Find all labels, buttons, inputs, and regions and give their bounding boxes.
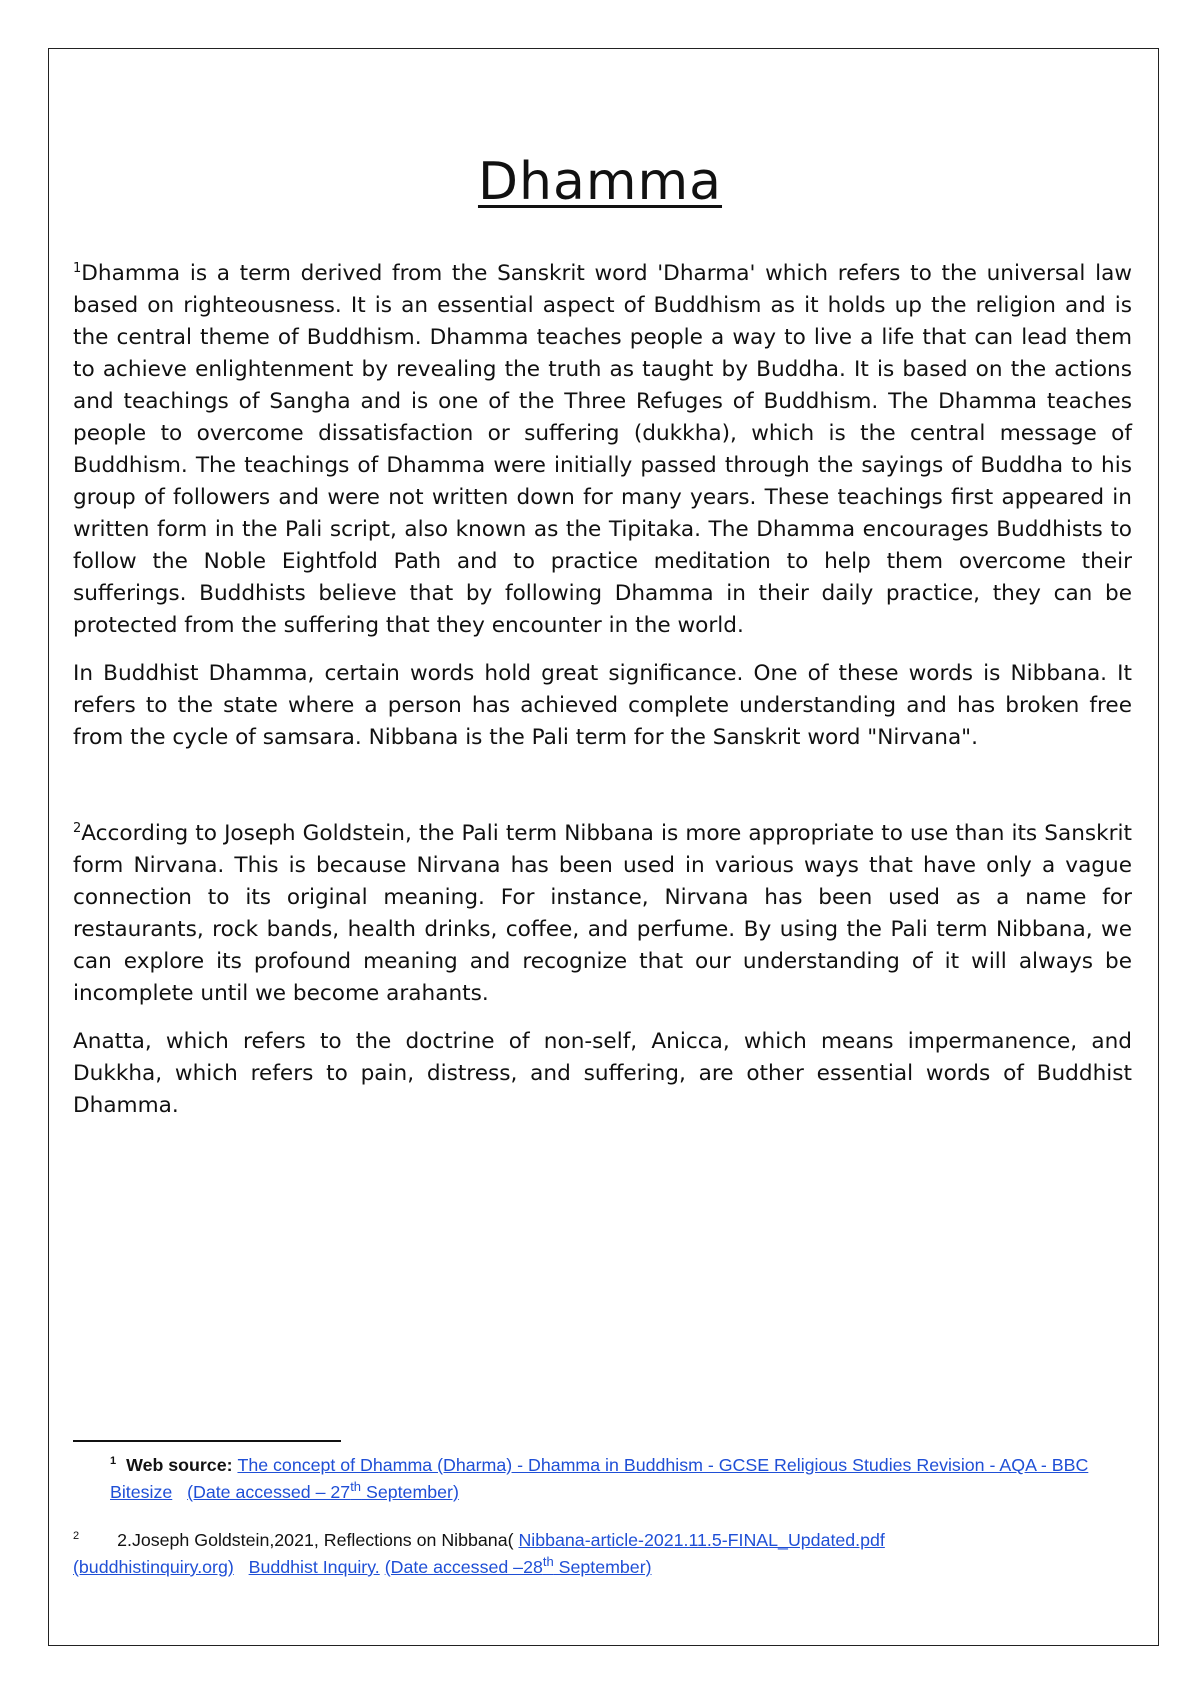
paragraph-text: Anatta, which refers to the doctrine of non-self, Anicca, which means impermanence, and Dukkha, which refers to pain, distress, and suffering, are other essential words of Buddhist Dhamma. [73,1029,1132,1118]
footnote-label: Web source: [126,1455,238,1475]
footnote-2-access-date[interactable] [384,1554,652,1577]
access-date-month: September) [553,1557,652,1577]
footnote-ref-2[interactable]: 2 [73,820,82,836]
footnote-prefix: 2.Joseph Goldstein,2021, Reflections on Nibbana( [117,1530,519,1550]
footnote-1 [73,1452,1132,1506]
footnote-2-link[interactable]: Nibbana-article-2021.11.5-FINAL_Updated.pdf (buddhistinquiry.org) [73,1530,885,1577]
footnote-separator [73,1440,341,1442]
document-body [73,258,1132,1138]
access-date-month: September) [361,1482,459,1502]
paragraph-goldstein [73,818,1132,1010]
paragraph-other-words [73,1026,1132,1122]
paragraph-text: According to Joseph Goldstein, the Pali term Nibbana is more appropriate to use than its Sanskrit form Nirvana. This is because Nirvana has been used in various ways that have only a vague connection to its original meaning. For instance, Nirvana has been used as a name for restaurants, rock bands, health drinks, coffee, and perfume. By using the Pali term Nibbana, we can explore its profound meaning and recognize that our understanding of it will always be incomplete until we become arahants. [73,821,1132,1006]
footnote-number: 1 [110,1455,117,1468]
footnote-ref-1[interactable]: 1 [73,260,82,276]
footnote-2-source[interactable]: Buddhist Inquiry. [248,1557,380,1577]
footnote-1-access-date[interactable] [187,1479,459,1502]
paragraph-dhamma-definition [73,258,1132,642]
access-date-text: (Date accessed – 27 [187,1482,351,1502]
access-date-suffix: th [350,1479,362,1495]
footnotes [73,1452,1132,1602]
footnote-2 [73,1527,1132,1581]
paragraph-text: In Buddhist Dhamma, certain words hold great significance. One of these words is Nibbana. It refers to the state where a person has achieved complete understanding and has broken free from the cycle of samsara. Nibbana is the Pali term for the Sanskrit word "Nirvana". [73,661,1132,750]
access-date-suffix: th [542,1554,554,1570]
paragraph-text: Dhamma is a term derived from the Sanskrit word 'Dharma' which refers to the universal law based on righteousness. It is an essential aspect of Buddhism as it holds up the religion and is the central theme of Buddhism. Dhamma teaches people a way to live a life that can lead them to achieve enlightenment by revealing the truth as taught by Buddha. It is based on the actions and teachings of Sangha and is one of the Three Refuges of Buddhism. The Dhamma teaches people to overcome dissatisfaction or suffering (dukkha), which is the central message of Buddhism. The teachings of Dhamma were initially passed through the sayings of Buddha to his group of followers and were not written down for many years. These teachings first appeared in written form in the Pali script, also known as the Tipitaka. The Dhamma encourages Buddhists to follow the Noble Eightfold Path and to practice meditation to help them overcome their sufferings. Buddhists believe that by following Dhamma in their daily practice, they can be protected from the suffering that they encounter in the world. [73,261,1132,638]
footnote-1-link[interactable]: The concept of Dhamma (Dharma) - Dhamma in Buddhism - GCSE Religious Studies Revision - AQA - BBC Bitesize [110,1455,1089,1502]
paragraph-nibbana [73,658,1132,754]
access-date-text: (Date accessed –28 [384,1557,543,1577]
footnote-number: 2 [73,1530,80,1543]
page-title: Dhamma [477,152,723,212]
